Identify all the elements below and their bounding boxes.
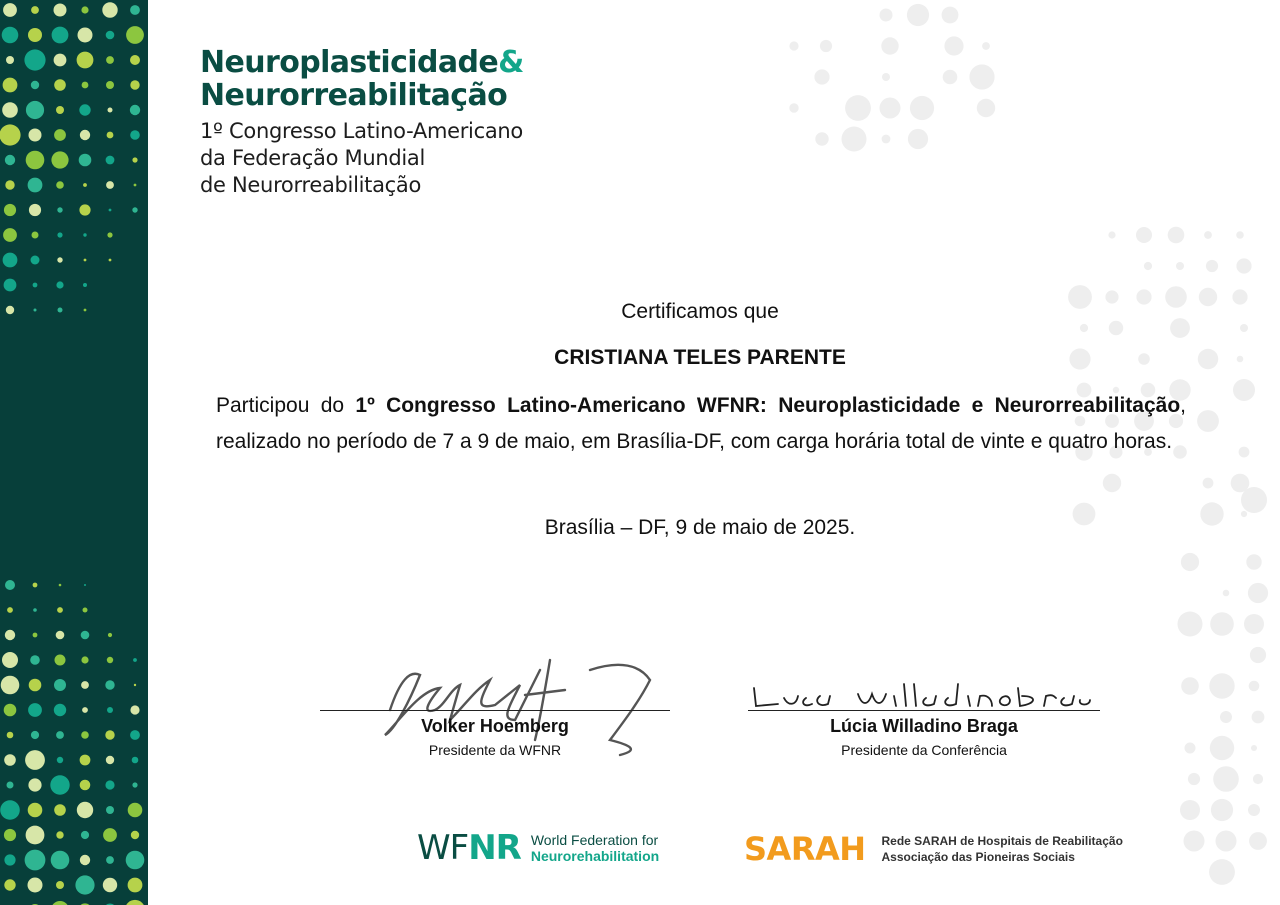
decorative-dot: [4, 879, 15, 890]
decorative-dot: [130, 55, 140, 65]
decorative-dot: [106, 806, 114, 814]
decorative-dot: [106, 81, 114, 89]
decorative-dot: [107, 132, 114, 139]
decorative-dot: [1253, 774, 1263, 784]
decorative-dot: [820, 40, 832, 52]
event-brand: [200, 46, 524, 199]
sarah-full-name: Rede SARAH de Hospitais de Reabilitação Associação das Pioneiras Sociais: [881, 834, 1123, 864]
decorative-dot: [54, 129, 66, 141]
decorative-dot: [106, 31, 115, 40]
decorative-dot: [131, 831, 139, 839]
decorative-dot: [4, 704, 17, 717]
decorative-dot: [54, 54, 67, 67]
decorative-dot: [83, 283, 87, 287]
decorative-dot: [81, 831, 89, 839]
subtitle-line: 1º Congresso Latino-Americano: [200, 119, 523, 143]
wfnr-wordmark: WFNR: [417, 828, 521, 868]
decorative-dot: [82, 707, 88, 713]
decorative-dot: [81, 731, 89, 739]
place-and-date: Brasília – DF, 9 de maio de 2025.: [544, 516, 856, 539]
brand-ampersand: &: [498, 45, 524, 80]
decorative-dot: [58, 308, 63, 313]
decorative-dot: [1178, 612, 1203, 637]
decorative-dot: [81, 6, 88, 13]
decorative-dot: [54, 79, 66, 91]
decorative-side-band: [0, 0, 148, 905]
decorative-dot: [4, 279, 17, 292]
decorative-dot: [3, 78, 18, 93]
decorative-dot: [2, 102, 18, 118]
event-name: 1º Congresso Latino-Americano WFNR: Neuroplasticidade e Neurorreabilitação: [355, 394, 1181, 417]
decorative-dot: [5, 580, 15, 590]
decorative-dot: [132, 207, 137, 212]
body-suffix: , realizado no período de 7 a 9 de maio, em Brasília-DF, com carga horária total de vinte e quatro horas.: [216, 394, 1186, 453]
handwritten-signature-image: [748, 680, 1100, 720]
decorative-dot: [942, 7, 959, 24]
decorative-dot: [57, 207, 62, 212]
decorative-dot: [31, 81, 39, 89]
decorative-dot: [24, 49, 45, 70]
decorative-dot: [26, 826, 45, 845]
decorative-dot: [1197, 410, 1219, 432]
decorative-dot: [59, 584, 62, 587]
decorative-dot: [28, 878, 43, 893]
decorative-dot: [1203, 478, 1214, 489]
recipient-name: CRISTIANA TELES PARENTE: [554, 346, 846, 369]
decorative-dot: [56, 181, 64, 189]
decorative-dot: [1, 676, 20, 695]
decorative-dot: [108, 633, 112, 637]
decorative-dot: [77, 802, 93, 818]
decorative-dot: [54, 4, 67, 17]
decorative-dot: [28, 703, 42, 717]
decorative-dot: [79, 104, 90, 115]
decorative-dot: [77, 52, 94, 69]
decorative-dot: [7, 607, 13, 613]
decorative-dot: [83, 608, 88, 613]
decorative-dot: [26, 101, 44, 119]
subtitle-line: da Federação Mundial: [200, 146, 426, 170]
decorative-dot: [50, 775, 69, 794]
decorative-dot: [80, 755, 91, 766]
decorative-dot: [1248, 804, 1260, 816]
decorative-dot: [130, 5, 140, 15]
decorative-dot: [80, 855, 90, 865]
decorative-dot: [33, 633, 38, 638]
decorative-dot: [1251, 745, 1257, 751]
decorative-dot: [882, 73, 890, 81]
decorative-dot: [1248, 583, 1268, 603]
decorative-dot: [1210, 612, 1234, 636]
decorative-dot: [56, 881, 64, 889]
decorative-dot: [7, 782, 14, 789]
decorative-dot: [126, 851, 145, 870]
signature-block-conference-president: [748, 680, 1100, 770]
decorative-dot: [57, 257, 62, 262]
decorative-dot: [109, 259, 112, 262]
signature-block-wfnr-president: [320, 650, 670, 770]
decorative-dot: [5, 155, 15, 165]
decorative-dot: [107, 707, 113, 713]
decorative-dot: [1241, 487, 1267, 513]
decorative-dot: [54, 704, 66, 716]
decorative-dot: [969, 64, 994, 89]
signer-role: Presidente da Conferência: [841, 742, 1007, 758]
decorative-dot: [1241, 511, 1247, 517]
decorative-dot: [57, 232, 62, 237]
decorative-dot: [102, 2, 117, 17]
decorative-dot: [1236, 258, 1251, 273]
decorative-dot: [106, 181, 114, 189]
decorative-dot: [1209, 859, 1235, 885]
decorative-dot: [28, 28, 42, 42]
decorative-dot: [75, 875, 94, 894]
decorative-dot: [103, 878, 117, 892]
decorative-dot: [814, 69, 829, 84]
decorative-dot: [132, 757, 139, 764]
certify-intro: Certificamos que: [621, 300, 779, 323]
decorative-dot: [128, 878, 143, 893]
decorative-dot: [32, 232, 39, 239]
wfnr-logo: [417, 828, 659, 868]
decorative-dot: [80, 130, 90, 140]
signer-role: Presidente da WFNR: [428, 742, 562, 758]
decorative-dot: [881, 37, 898, 54]
decorative-dot: [130, 730, 140, 740]
decorative-dot: [56, 831, 63, 838]
decorative-dot: [84, 584, 86, 586]
signer-name: Lúcia Willadino Braga: [830, 716, 1018, 736]
decorative-dot: [56, 731, 64, 739]
decorative-dot: [25, 750, 45, 770]
decorative-dot: [1080, 324, 1088, 332]
decorative-dot: [1249, 681, 1260, 692]
decorative-dot: [130, 130, 140, 140]
decorative-dot: [34, 309, 37, 312]
decorative-dot: [83, 183, 87, 187]
decorative-dot: [81, 631, 90, 640]
decorative-dot: [128, 803, 143, 818]
decorative-dot: [78, 28, 93, 43]
decorative-dot: [1232, 289, 1247, 304]
decorative-dot: [130, 80, 139, 89]
decorative-dot: [51, 151, 68, 168]
decorative-dot: [982, 42, 990, 50]
decorative-dot: [1144, 262, 1152, 270]
decorative-dot: [28, 803, 43, 818]
body-prefix: Participou do: [216, 394, 356, 417]
decorative-dot: [132, 157, 137, 162]
decorative-dot: [33, 283, 38, 288]
decorative-dot: [1199, 288, 1217, 306]
decorative-dot: [29, 204, 41, 216]
decorative-dot: [789, 41, 798, 50]
decorative-dot: [81, 681, 89, 689]
brand-subtitle: [200, 118, 524, 199]
decorative-dot: [29, 679, 42, 692]
decorative-dot: [3, 253, 18, 268]
decorative-dot: [789, 103, 798, 112]
decorative-dot: [0, 124, 21, 145]
decorative-dot: [4, 854, 15, 865]
decorative-dot: [1200, 502, 1223, 525]
decorative-dot: [1185, 743, 1196, 754]
decorative-dot: [1103, 474, 1121, 492]
decorative-dot: [7, 732, 14, 739]
decorative-dot: [107, 232, 112, 237]
decorative-dot: [1210, 736, 1234, 760]
decorative-dot: [130, 705, 139, 714]
decorative-dot: [1209, 673, 1234, 698]
decorative-dot: [83, 233, 86, 236]
band-background: [0, 0, 148, 905]
subtitle-line: de Neurorreabilitação: [200, 173, 422, 197]
decorative-dot: [28, 778, 41, 791]
decorative-dot: [55, 655, 66, 666]
decorative-dot: [1249, 832, 1267, 850]
decorative-dot: [910, 96, 934, 120]
decorative-dot: [1181, 677, 1199, 695]
decorative-dot: [907, 4, 929, 26]
decorative-dot: [4, 754, 16, 766]
decorative-dot: [0, 800, 20, 820]
sarah-wordmark: SARAH: [744, 830, 866, 868]
decorative-dot: [5, 180, 14, 189]
decorative-dot: [880, 9, 893, 22]
decorative-dot: [1233, 379, 1255, 401]
decorative-dot: [82, 82, 89, 89]
decorative-dot: [106, 56, 114, 64]
decorative-dot: [54, 679, 66, 691]
decorative-dot: [126, 26, 144, 44]
sarah-logo: [744, 830, 1123, 868]
decorative-dot: [1236, 231, 1244, 239]
decorative-dot: [3, 228, 17, 242]
decorative-dot: [56, 281, 63, 288]
decorative-dot: [815, 132, 828, 145]
decorative-dot: [132, 782, 137, 787]
decorative-dot: [56, 106, 64, 114]
decorative-dot: [1239, 447, 1250, 458]
decorative-dot: [103, 828, 117, 842]
decorative-dot: [1213, 766, 1239, 792]
decorative-dot: [6, 306, 14, 314]
decorative-dot: [1220, 711, 1232, 723]
decorative-dot: [106, 856, 114, 864]
decorative-dot: [1223, 590, 1230, 597]
decorative-dot: [31, 256, 40, 265]
decorative-dot: [1188, 773, 1200, 785]
decorative-dot: [1184, 831, 1205, 852]
decorative-dot: [1168, 227, 1185, 244]
decorative-dot: [84, 259, 87, 262]
decorative-dot: [29, 129, 42, 142]
decorative-dot: [52, 27, 69, 44]
decorative-dot: [908, 129, 928, 149]
decorative-dot: [134, 684, 136, 686]
decorative-dot: [845, 95, 871, 121]
decorative-dot: [130, 105, 140, 115]
decorative-dot: [1216, 831, 1237, 852]
decorative-dot: [5, 630, 15, 640]
decorative-dot: [1136, 227, 1152, 243]
decorative-dot: [26, 151, 45, 170]
decorative-dot: [880, 98, 901, 119]
certificate-body: [216, 388, 1186, 460]
decorative-dot: [33, 583, 38, 588]
decorative-dot: [1176, 262, 1184, 270]
decorative-dot: [31, 6, 39, 14]
decorative-dot: [977, 99, 995, 117]
decorative-dot: [25, 850, 46, 871]
decorative-dot: [3, 3, 17, 17]
decorative-dot: [28, 178, 43, 193]
decorative-dot: [133, 658, 137, 662]
decorative-dot: [943, 70, 958, 85]
decorative-dot: [842, 127, 867, 152]
brand-title-line2: Neurorreabilitação: [200, 78, 508, 113]
decorative-dot: [2, 652, 18, 668]
decorative-dot: [57, 607, 63, 613]
decorative-dot: [1206, 260, 1218, 272]
decorative-dot: [4, 204, 16, 216]
decorative-dot: [4, 829, 16, 841]
decorative-dot: [106, 156, 115, 165]
decorative-dot: [31, 731, 39, 739]
decorative-dot: [105, 730, 114, 739]
decorative-dot: [51, 851, 70, 870]
decorative-dot: [57, 757, 63, 763]
decorative-dot: [107, 657, 113, 663]
decorative-dot: [33, 608, 37, 612]
decorative-dot: [134, 184, 137, 187]
decorative-dot: [1237, 356, 1244, 363]
decorative-dot: [6, 56, 14, 64]
decorative-dot: [81, 656, 88, 663]
decorative-dot: [1180, 800, 1200, 820]
decorative-dot: [108, 108, 113, 113]
decorative-dot: [84, 309, 87, 312]
decorative-dot: [1198, 349, 1218, 369]
decorative-dot: [1244, 614, 1264, 634]
brand-title-line1: Neuroplasticidade&: [200, 45, 524, 80]
wfnr-full-name: World Federation for Neurorehabilitation: [530, 832, 660, 864]
decorative-dot: [1250, 647, 1266, 663]
decorative-dot: [1246, 554, 1261, 569]
decorative-dot: [56, 631, 65, 640]
decorative-dot: [80, 780, 91, 791]
decorative-dot: [79, 154, 92, 167]
decorative-dot: [1252, 711, 1265, 724]
decorative-dot: [1108, 231, 1115, 238]
decorative-dot: [54, 804, 66, 816]
decorative-dot: [79, 204, 90, 215]
decorative-dot: [1204, 231, 1212, 239]
decorative-dot: [105, 680, 114, 689]
decorative-dot: [882, 135, 891, 144]
decorative-dot: [30, 655, 40, 665]
decorative-dot: [109, 209, 112, 212]
decorative-dot: [106, 756, 114, 764]
decorative-dot: [944, 36, 963, 55]
decorative-dot: [1211, 799, 1233, 821]
decorative-dot: [2, 27, 19, 44]
signer-name: Volker Hoemberg: [421, 716, 569, 736]
decorative-dot: [105, 780, 114, 789]
decorative-dot: [1240, 324, 1248, 332]
decorative-dot: [1181, 553, 1199, 571]
